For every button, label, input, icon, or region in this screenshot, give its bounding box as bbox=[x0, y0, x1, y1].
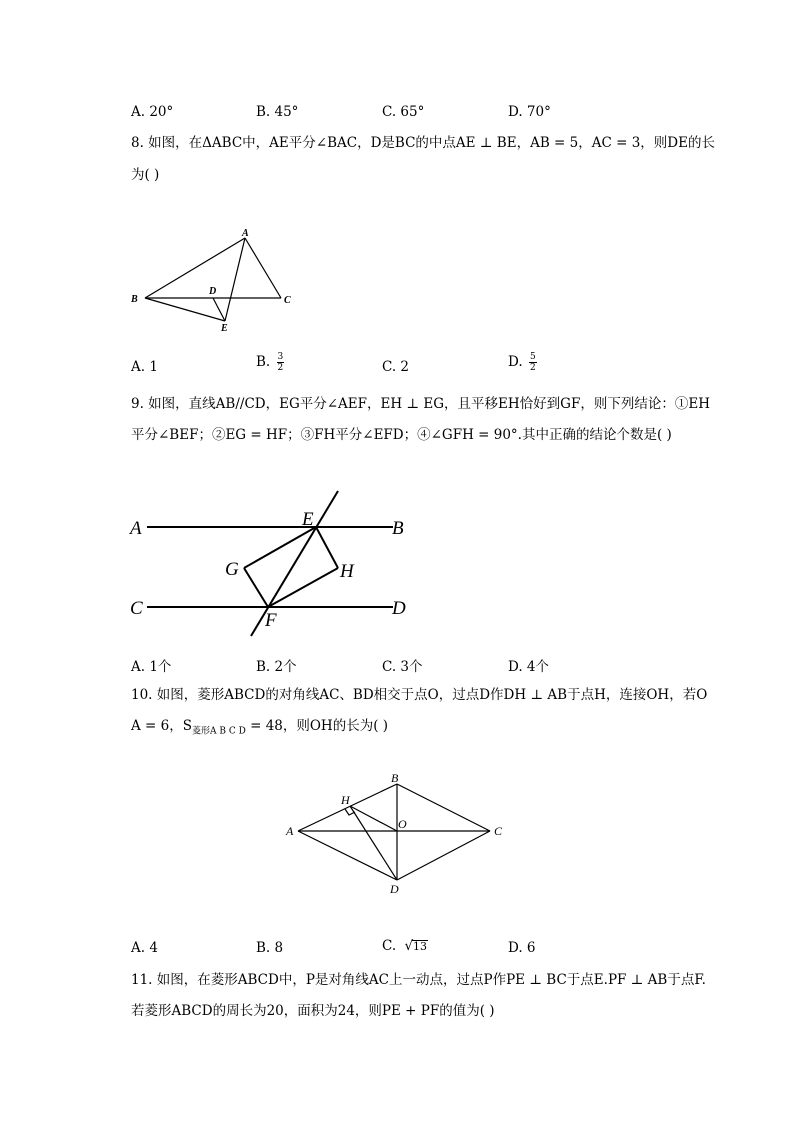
q8-segment-be bbox=[145, 298, 225, 321]
q11-stem-line2: 若菱形ABCD的周长为20，面积为24，则PE + PF的值为( ) bbox=[131, 1003, 495, 1019]
q8-label-e: E bbox=[221, 323, 228, 334]
q9-option-a: A. 1个 bbox=[131, 659, 172, 675]
q9-segment-gf bbox=[244, 568, 268, 607]
q9-option-c: C. 3个 bbox=[382, 659, 423, 675]
sqrt-icon: √ bbox=[404, 938, 414, 954]
q8-segment-ac bbox=[245, 238, 281, 298]
q10-option-a: A. 4 bbox=[131, 940, 158, 956]
q8-option-b-prefix: B. bbox=[256, 354, 271, 370]
q9-label-h: H bbox=[340, 561, 354, 582]
q9-label-d: D bbox=[392, 598, 406, 619]
q10-label-a: A bbox=[286, 824, 294, 838]
q9-stem-line1: 9. 如图，直线AB//CD，EG平分∠AEF，EH ⊥ EG，且平移EH恰好到GF，则下列结论：①EH bbox=[131, 396, 710, 412]
q9-option-b: B. 2个 bbox=[256, 659, 297, 675]
q10-option-c bbox=[382, 938, 428, 954]
q9-option-d: D. 4个 bbox=[508, 659, 550, 675]
q10-stem-line2-start: A = 6，S bbox=[131, 718, 192, 734]
q8-option-d bbox=[508, 352, 537, 373]
q10-stem-line2-end: = 48，则OH的长为( ) bbox=[245, 718, 389, 734]
q10-side-ab bbox=[298, 784, 397, 831]
q10-label-o: O bbox=[398, 817, 407, 831]
q7-option-c: C. 65° bbox=[382, 104, 425, 120]
q9-label-e: E bbox=[302, 509, 314, 530]
q10-stem-line1: 10. 如图，菱形ABCD的对角线AC、BD相交于点O，过点D作DH ⊥ AB于点H，连接OH，若O bbox=[131, 687, 708, 703]
q10-option-b: B. 8 bbox=[256, 940, 284, 956]
q8-option-b-fraction bbox=[277, 352, 285, 373]
q8-option-d-denominator: 2 bbox=[529, 363, 536, 373]
q10-side-bc bbox=[397, 784, 490, 831]
q8-segment-ab bbox=[145, 238, 245, 298]
q8-label-b: B bbox=[131, 294, 138, 305]
q8-option-d-prefix: D. bbox=[508, 354, 523, 370]
q8-triangle-figure bbox=[125, 228, 305, 338]
q8-stem-line2: 为( ) bbox=[131, 167, 160, 183]
q10-option-c-radicand: 13 bbox=[413, 940, 428, 953]
q10-stem-line2 bbox=[131, 716, 388, 742]
q8-option-c: C. 2 bbox=[382, 359, 410, 375]
q7-option-d: D. 70° bbox=[508, 104, 551, 120]
q10-area-subscript: 菱形A B C D bbox=[191, 726, 246, 737]
q11-stem-line1: 11. 如图，在菱形ABCD中，P是对角线AC上一动点，过点P作PE ⊥ BC于点E.PF ⊥ AB于点F. bbox=[131, 972, 706, 988]
q8-option-a: A. 1 bbox=[131, 359, 158, 375]
q9-label-b: B bbox=[392, 518, 404, 539]
q10-label-d: D bbox=[390, 882, 399, 896]
q9-stem-line2: 平分∠BEF；②EG = HF；③FH平分∠EFD；④∠GFH = 90°.其中正确的结论个数是( ) bbox=[131, 427, 672, 443]
q8-label-d: D bbox=[209, 286, 217, 297]
q7-option-a: A. 20° bbox=[131, 104, 174, 120]
q10-rhombus-figure bbox=[282, 770, 512, 898]
q8-option-b bbox=[256, 352, 284, 373]
q10-label-h: H bbox=[341, 793, 350, 807]
q10-option-c-prefix: C. bbox=[382, 938, 397, 954]
q9-label-f: F bbox=[265, 610, 277, 631]
q9-segment-eh bbox=[316, 527, 338, 568]
q8-option-d-numerator: 5 bbox=[529, 352, 536, 362]
q9-parallel-lines-figure bbox=[125, 488, 425, 640]
q10-label-b: B bbox=[391, 771, 399, 785]
q7-option-b: B. 45° bbox=[256, 104, 299, 120]
q10-segment-oh bbox=[350, 806, 397, 831]
q8-option-d-fraction bbox=[529, 352, 537, 373]
q9-label-a: A bbox=[130, 518, 142, 539]
q10-option-d: D. 6 bbox=[508, 940, 536, 956]
q8-segment-ae bbox=[225, 238, 245, 321]
q10-label-c: C bbox=[494, 824, 503, 838]
q8-stem-line1: 8. 如图，在ΔABC中，AE平分∠BAC，D是BC的中点AE ⊥ BE，AB = 5，AC = 3，则DE的长 bbox=[131, 135, 715, 151]
q8-label-a: A bbox=[242, 228, 249, 239]
q10-side-da bbox=[298, 831, 397, 880]
q9-segment-hf bbox=[268, 568, 338, 607]
q8-option-b-numerator: 3 bbox=[277, 352, 284, 362]
q10-side-cd bbox=[397, 831, 490, 880]
q8-option-b-denominator: 2 bbox=[277, 363, 284, 373]
q9-label-g: G bbox=[225, 559, 239, 580]
q8-label-c: C bbox=[284, 295, 291, 306]
q9-label-c: C bbox=[130, 598, 143, 619]
